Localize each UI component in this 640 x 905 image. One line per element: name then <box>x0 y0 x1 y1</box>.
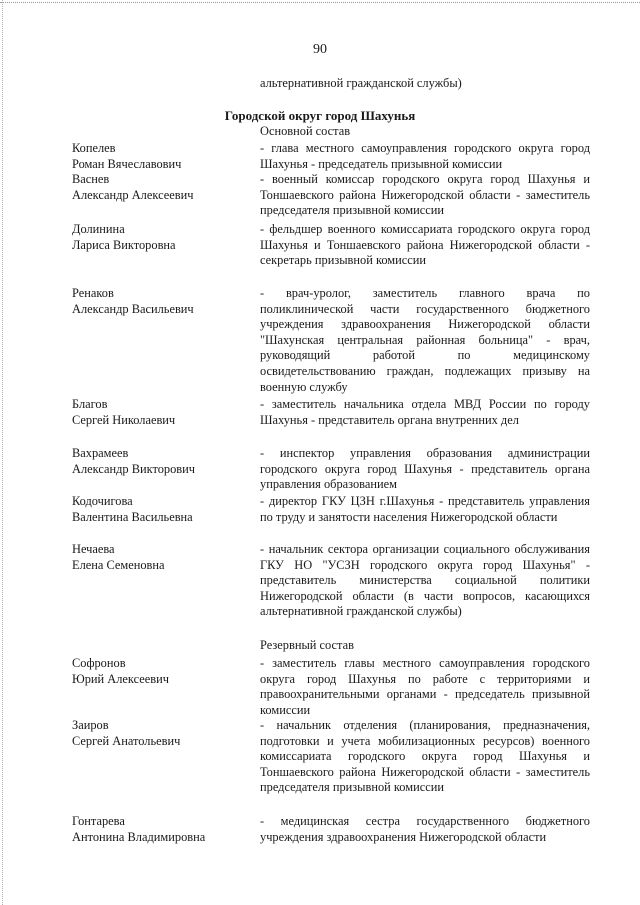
member-surname: Вахрамеев <box>72 446 129 460</box>
member-role: - заместитель начальника отдела МВД России по городу Шахунья - представитель органа внутренних дел <box>260 397 590 427</box>
member-surname: Долинина <box>72 222 125 236</box>
reserve-composition-heading: Резервный состав <box>260 638 354 652</box>
member-role: - врач-уролог, заместитель главного врача по поликлинической части государственного бюджетного учреждения здравоохранения Нижегородской области "Шахунская центральная районная больница" - врач, руководящий работой по медицинскому освидетельствованию граждан, подлежащих призыву на военную службу <box>260 286 590 394</box>
member-role: - фельдшер военного комиссариата городского округа город Шахунья и Тоншаевского района Нижегородской области - секретарь призывной комиссии <box>260 222 590 268</box>
member-role: - заместитель главы местного самоуправления городского округа город Шахунья по работе с территориями и правоохранительными органами - председатель призывной комиссии <box>260 656 590 717</box>
member-given-name: Александр Викторович <box>72 461 196 476</box>
member-role: - глава местного самоуправления городского округа город Шахунья - председатель призывной комиссии <box>260 141 590 171</box>
member-name <box>72 397 257 428</box>
member-given-name: Юрий Алексеевич <box>72 671 169 686</box>
section-title: Городской округ город Шахунья <box>224 108 416 123</box>
member-surname: Кодочигова <box>72 494 133 508</box>
member-name <box>72 172 257 203</box>
member-name <box>72 718 257 749</box>
member-role: - инспектор управления образования администрации городского округа город Шахунья - представитель органа управления образованием <box>260 446 590 492</box>
continued-text: альтернативной гражданской службы) <box>260 76 462 90</box>
member-role: - медицинская сестра государственного бюджетного учреждения здравоохранения Нижегородской области <box>260 814 590 844</box>
member-name <box>72 222 257 253</box>
member-surname: Софронов <box>72 656 126 670</box>
member-role: - директор ГКУ ЦЗН г.Шахунья - представитель управления по труду и занятости населения Нижегородской области <box>260 494 590 524</box>
member-given-name: Александр Васильевич <box>72 301 194 316</box>
member-name <box>72 542 257 573</box>
member-surname: Васнев <box>72 172 110 186</box>
main-composition-heading: Основной состав <box>260 124 351 138</box>
member-surname: Нечаева <box>72 542 115 556</box>
member-given-name: Валентина Васильевна <box>72 509 193 524</box>
member-name <box>72 656 257 687</box>
member-surname: Ренаков <box>72 286 114 300</box>
member-surname: Благов <box>72 397 108 411</box>
member-name <box>72 446 257 477</box>
member-role: - начальник отделения (планирования, предназначения, подготовки и учета мобилизационных ресурсов) военного комиссариата городского округа город Шахунья и Тоншаевского района Нижегородской области - заместитель председателя призывной комиссии <box>260 718 590 795</box>
member-surname: Копелев <box>72 141 116 155</box>
member-role: - начальник сектора организации социального обслуживания ГКУ НО "УСЗН городского округа город Шахунья" - представитель министерства социальной политики Нижегородской области (в части вопросов, касающихся альтернативной гражданской службы) <box>260 542 590 619</box>
member-given-name: Александр Алексеевич <box>72 187 194 202</box>
member-given-name: Роман Вячеславович <box>72 156 182 171</box>
member-surname: Гонтарева <box>72 814 125 828</box>
scan-edge-left <box>2 0 3 905</box>
member-given-name: Антонина Владимировна <box>72 829 206 844</box>
member-surname: Заиров <box>72 718 109 732</box>
member-name <box>72 141 257 172</box>
member-name <box>72 814 257 845</box>
scan-edge-top <box>0 2 640 3</box>
member-given-name: Лариса Викторовна <box>72 237 176 252</box>
member-name <box>72 494 257 525</box>
member-role: - военный комиссар городского округа город Шахунья и Тоншаевского района Нижегородской области - заместитель председателя призывной комиссии <box>260 172 590 218</box>
member-given-name: Сергей Николаевич <box>72 412 176 427</box>
page-number: 90 <box>313 42 327 57</box>
member-name <box>72 286 257 317</box>
member-given-name: Сергей Анатольевич <box>72 733 181 748</box>
member-given-name: Елена Семеновна <box>72 557 165 572</box>
